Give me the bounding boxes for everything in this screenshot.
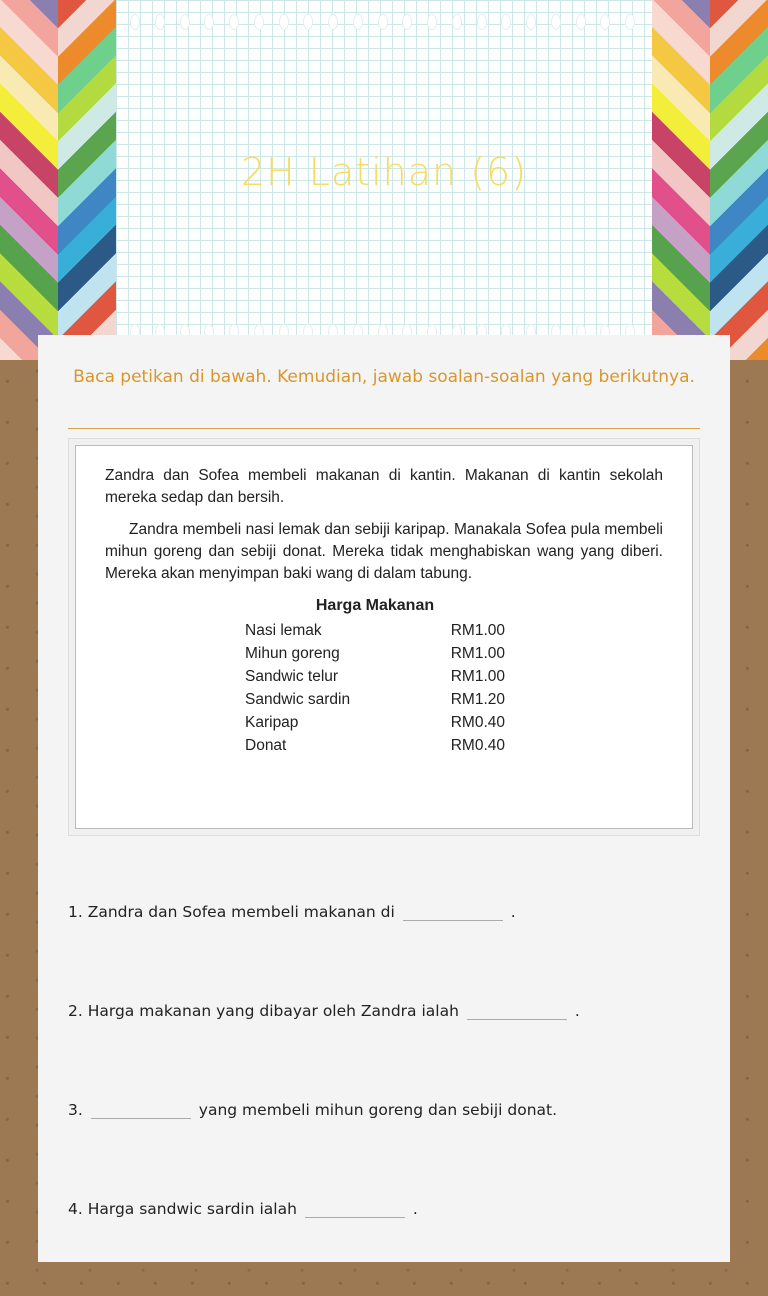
answer-blank-3[interactable] <box>91 1099 191 1119</box>
food-name: Sandwic telur <box>245 668 339 685</box>
food-name: Mihun goreng <box>245 645 340 662</box>
divider <box>68 428 700 429</box>
price-table-title: Harga Makanan <box>315 597 435 614</box>
price-table <box>245 595 505 757</box>
price-row <box>245 711 505 734</box>
worksheet-header <box>0 0 768 360</box>
chevron-decoration-right <box>652 0 710 360</box>
question-2 <box>68 1000 580 1020</box>
food-name: Donat <box>245 737 287 754</box>
price-row <box>245 688 505 711</box>
question-text: 2. Harga makanan yang dibayar oleh Zandra ialah <box>68 1002 459 1020</box>
answer-blank-4[interactable] <box>305 1198 405 1218</box>
food-price: RM1.00 <box>450 668 505 685</box>
price-row <box>245 642 505 665</box>
passage-paragraph: Zandra membeli nasi lemak dan sebiji karipap. Manakala Sofea pula membeli mihun goreng dan sebiji donat. Mereka tidak menghabiskan wang yang diberi. Mereka akan menyimpan baki wang di dalam tabung. <box>105 521 663 582</box>
question-text: . <box>412 1200 418 1218</box>
food-name: Karipap <box>245 714 299 731</box>
binder-holes <box>130 14 635 30</box>
chevron-decoration-right <box>710 0 768 360</box>
instructions: Baca petikan di bawah. Kemudian, jawab soalan-soalan yang berikutnya. <box>73 367 695 387</box>
food-price: RM0.40 <box>450 714 505 731</box>
food-price: RM0.40 <box>450 737 505 754</box>
answer-blank-2[interactable] <box>467 1000 567 1020</box>
answer-blank-1[interactable] <box>403 901 503 921</box>
chevron-decoration-left <box>0 0 58 360</box>
price-row <box>245 734 505 757</box>
price-row <box>245 665 505 688</box>
food-price: RM1.00 <box>450 645 505 662</box>
worksheet-title: 2H Latihan (6) <box>240 150 528 194</box>
question-text: . <box>510 903 516 921</box>
question-text: . <box>574 1002 580 1020</box>
food-name: Nasi lemak <box>245 622 322 639</box>
passage-image <box>68 438 700 836</box>
question-text: 1. Zandra dan Sofea membeli makanan di <box>68 903 395 921</box>
question-4 <box>68 1198 418 1218</box>
worksheet-card <box>38 335 730 1262</box>
question-text: 3. <box>68 1101 83 1119</box>
chevron-decoration-left <box>58 0 116 360</box>
passage-paragraph: Zandra dan Sofea membeli makanan di kantin. Makanan di kantin sekolah mereka sedap dan bersih. <box>105 467 663 506</box>
question-text: yang membeli mihun goreng dan sebiji donat. <box>198 1101 558 1119</box>
question-3 <box>68 1099 557 1119</box>
question-text: 4. Harga sandwic sardin ialah <box>68 1200 297 1218</box>
price-row <box>245 619 505 642</box>
question-1 <box>68 901 516 921</box>
food-price: RM1.20 <box>450 691 505 708</box>
food-name: Sandwic sardin <box>245 691 351 708</box>
food-price: RM1.00 <box>450 622 505 639</box>
